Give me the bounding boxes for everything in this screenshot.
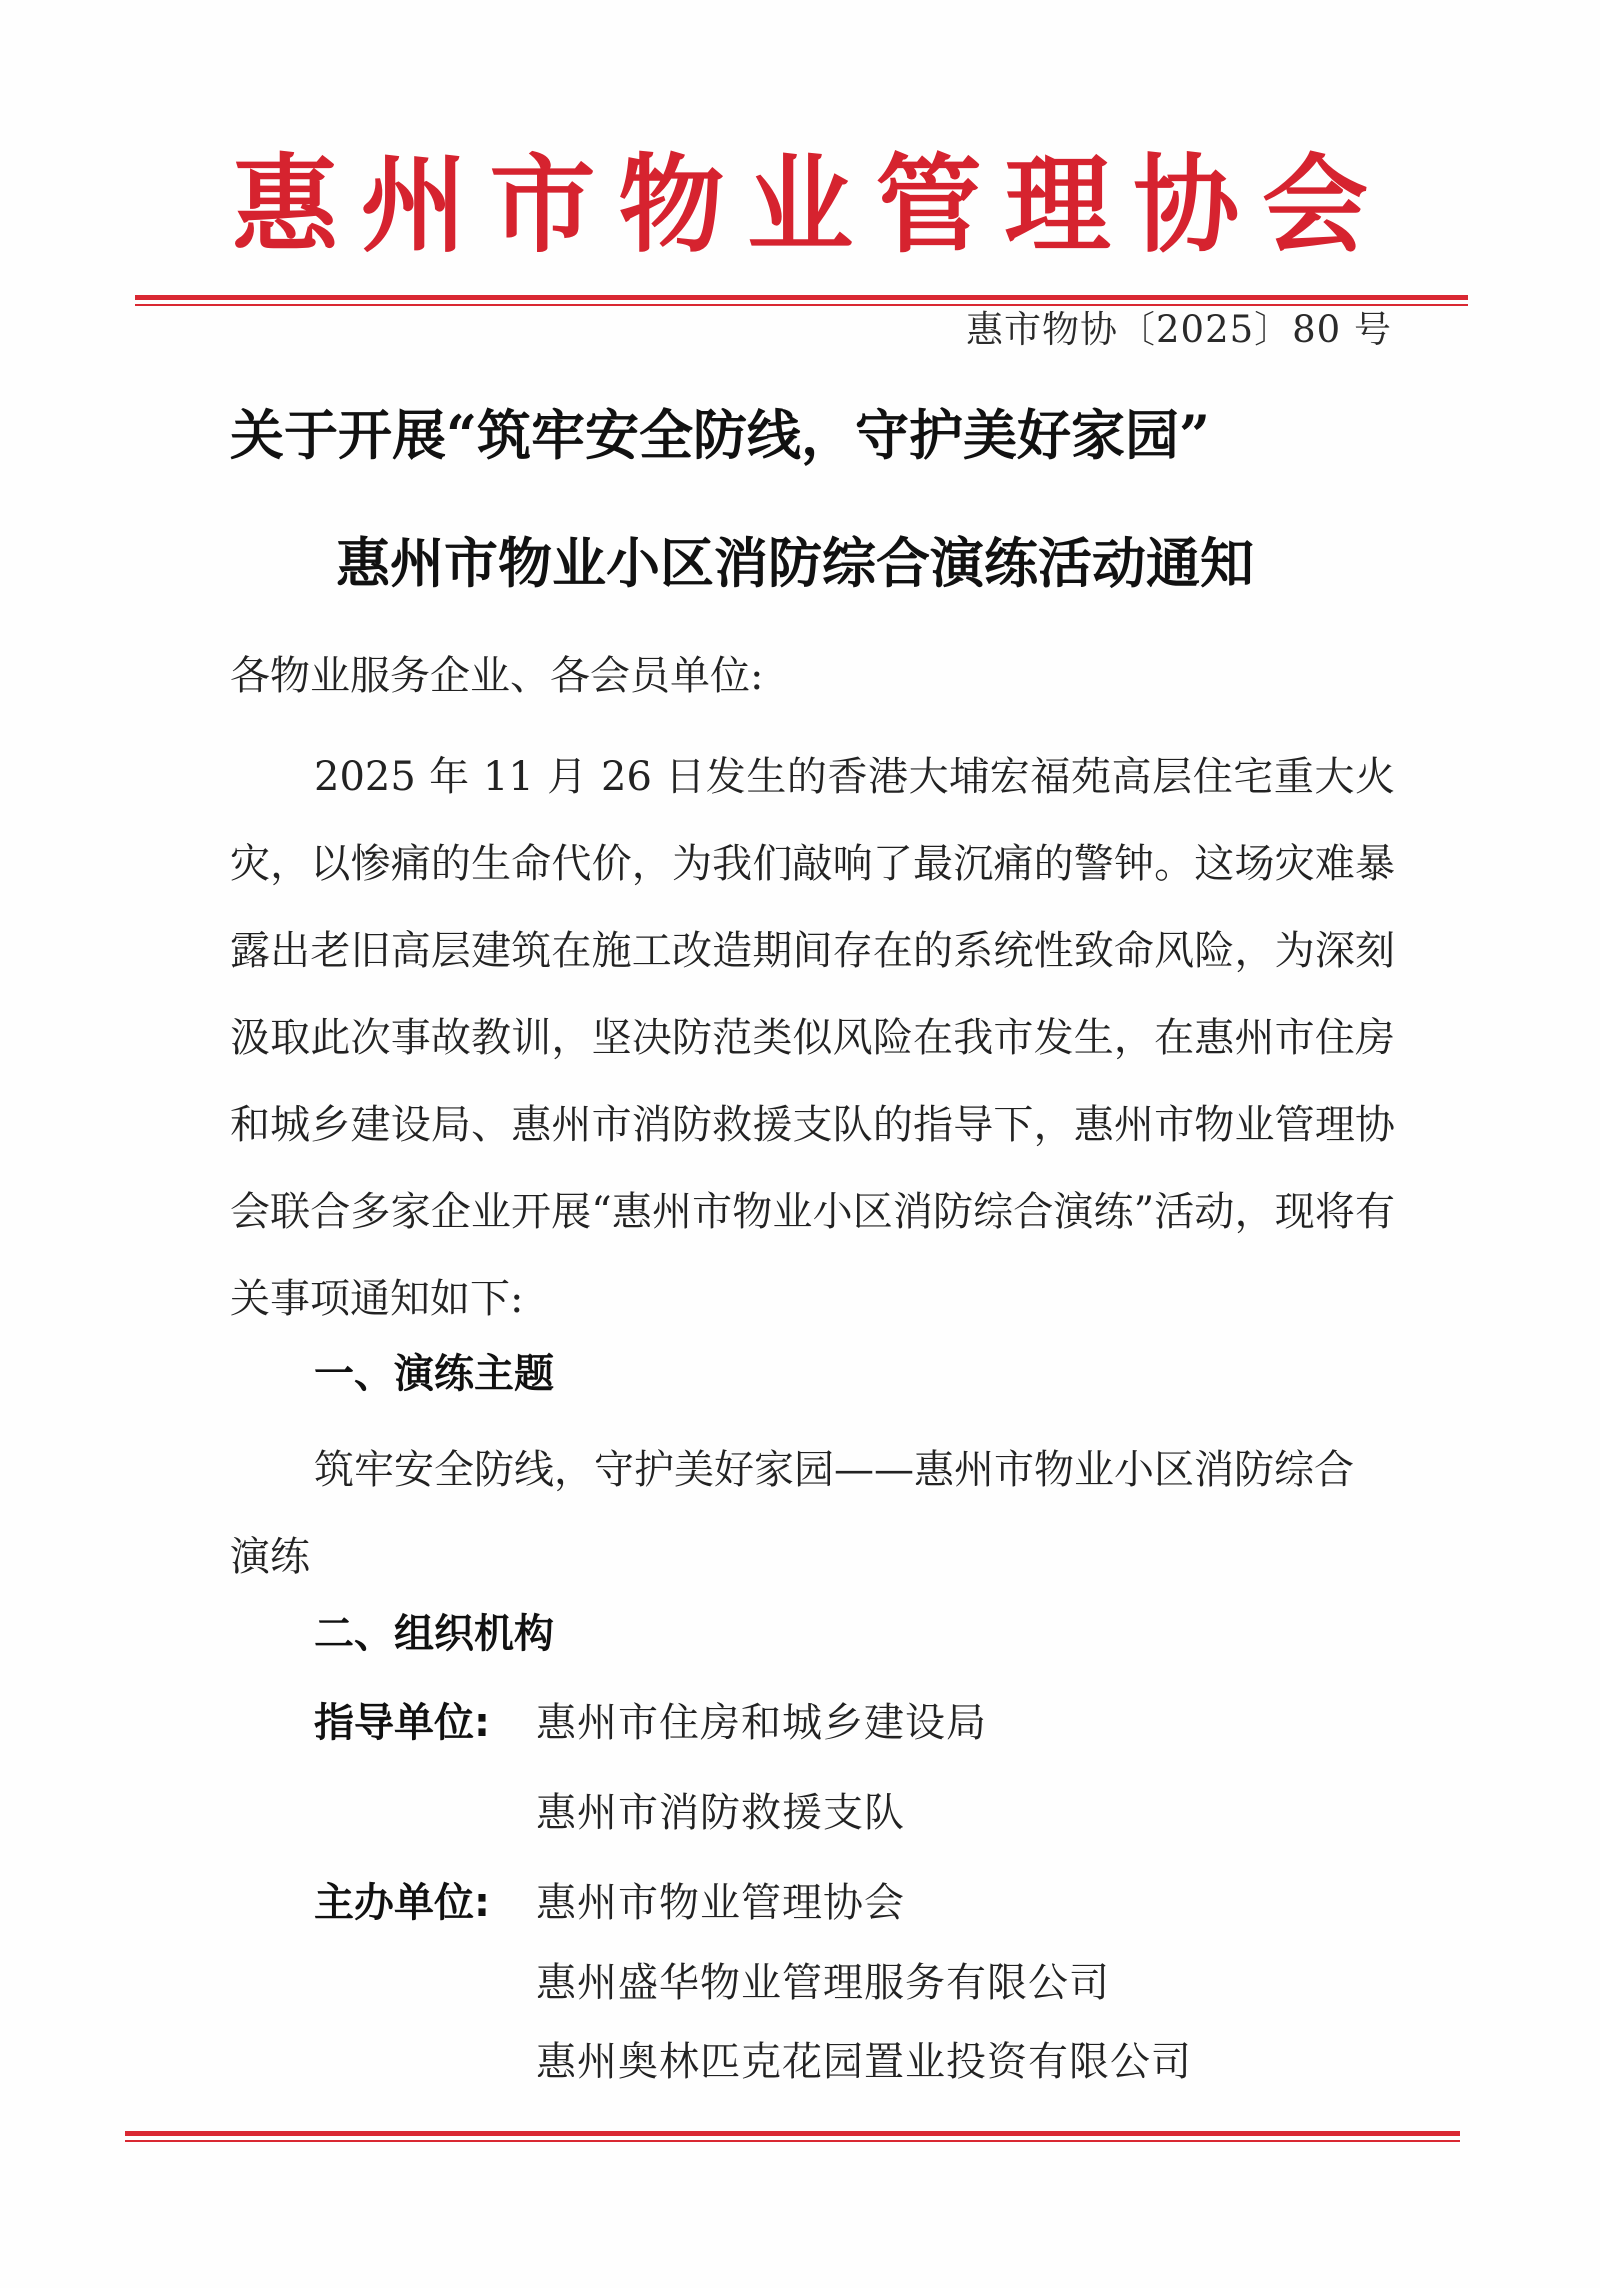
notice-title-line1: 关于开展“筑牢安全防线，守护美好家园” [230,403,1211,467]
guidance-units-label: 指导单位: [314,1700,490,1746]
intro-paragraph: 2025 年 11 月 26 日发生的香港大埔宏福苑高层住宅重大火灾，以惨痛的生命代价，为我们敲响了最沉痛的警钟。这场灾难暴露出老旧高层建筑在施工改造期间存在的系统性致命风险，为深刻汲取此次事故教训，坚决防范类似风险在我市发生，在惠州市住房和城乡建设局、惠州市消防救援支队的指导下，惠州市物业管理协会联合多家企业开展“惠州市物业小区消防综合演练”活动，现将有关事项通知如下: [230,754,1395,1322]
notice-title-line2: 惠州市物业小区消防综合演练活动通知 [336,531,1254,595]
guidance-unit: 惠州市消防救援支队 [536,1790,905,1836]
section-heading-organization: 二、组织机构 [314,1611,554,1657]
host-unit: 惠州奥林匹克花园置业投资有限公司 [536,2039,1192,2085]
footer-rule-inner [125,2140,1460,2142]
footer-rule [125,2131,1460,2136]
guidance-unit: 惠州市住房和城乡建设局 [536,1700,987,1746]
host-unit: 惠州盛华物业管理服务有限公司 [536,1960,1110,2006]
host-unit: 惠州市物业管理协会 [536,1880,905,1926]
letterhead-org-name: 惠州市物业管理协会 [232,142,1372,267]
salutation: 各物业服务企业、各会员单位: [230,653,764,699]
host-units-label: 主办单位: [314,1880,490,1926]
section-heading-theme: 一、演练主题 [314,1351,554,1397]
theme-text: 筑牢安全防线，守护美好家园——惠州市物业小区消防综合演练 [230,1447,1354,1580]
document-number: 惠市物协〔2025〕80 号 [965,308,1392,351]
letterhead-rule-top [135,295,1468,300]
